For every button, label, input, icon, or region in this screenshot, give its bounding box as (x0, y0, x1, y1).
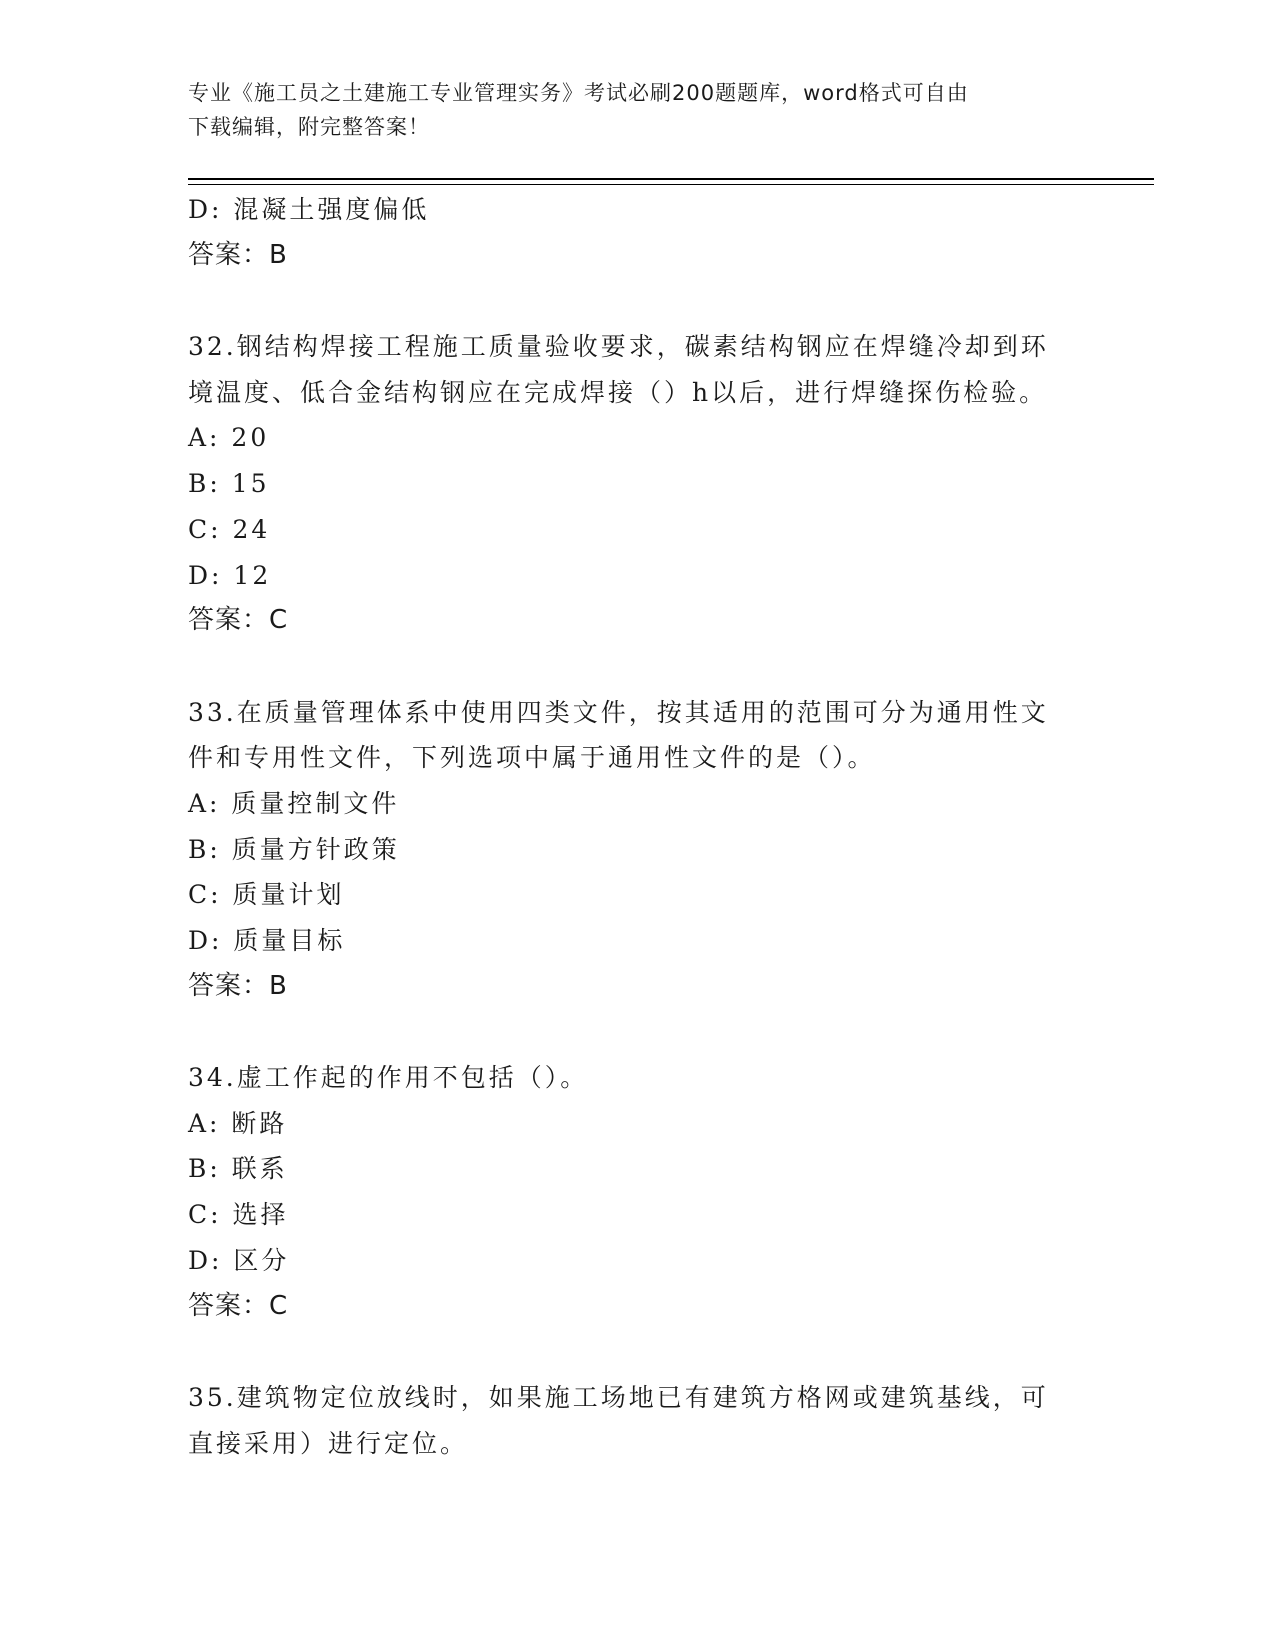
question-stem-line: 境温度、低合金结构钢应在完成焊接（）h以后，进行焊缝探伤检验。 (188, 377, 1048, 407)
option-b: B: 质量方针政策 (188, 834, 400, 864)
question-stem-line: 34.虚工作起的作用不包括（）。 (188, 1063, 589, 1093)
header-line-1: 专业《施工员之土建施工专业管理实务》考试必刷200题题库，word格式可自由 (188, 81, 969, 105)
answer-line: 答案：C (188, 1290, 289, 1321)
option-c: C: 质量计划 (188, 880, 345, 910)
option-a: A: 断路 (188, 1108, 288, 1138)
question-stem-line: 35.建筑物定位放线时，如果施工场地已有建筑方格网或建筑基线，可 (188, 1382, 1049, 1412)
option-a: A: 质量控制文件 (188, 788, 400, 818)
option-d: D: 区分 (188, 1245, 290, 1275)
answer-line: 答案：B (188, 970, 288, 1001)
answer-line: 答案：C (188, 605, 289, 636)
question-34 (188, 1055, 1088, 1329)
option-d: D: 12 (188, 560, 272, 590)
question-stem-line: 33.在质量管理体系中使用四类文件，按其适用的范围可分为通用性文 (188, 697, 1049, 727)
header-divider-thin (188, 184, 1154, 185)
option-c: C: 24 (188, 514, 271, 544)
option-d: D: 混凝土强度偏低 (188, 195, 430, 224)
option-b: B: 15 (188, 469, 270, 499)
document-header (188, 76, 1088, 144)
option-b: B: 联系 (188, 1154, 288, 1184)
question-32 (188, 324, 1088, 644)
header-divider-thick (188, 178, 1154, 180)
option-c: C: 选择 (188, 1200, 289, 1230)
question-stem-line: 件和专用性文件，下列选项中属于通用性文件的是（）。 (188, 743, 876, 773)
answer-line: 答案：B (188, 239, 288, 270)
question-stem-line: 32.钢结构焊接工程施工质量验收要求，碳素结构钢应在焊缝冷却到环 (188, 332, 1049, 362)
question-content (188, 187, 1088, 1466)
header-line-2: 下载编辑，附完整答案！ (188, 115, 430, 139)
previous-question-tail (188, 187, 1088, 278)
question-33 (188, 690, 1088, 1010)
question-stem-line: 直接采用）进行定位。 (188, 1428, 469, 1458)
option-d: D: 质量目标 (188, 926, 346, 955)
question-35 (188, 1375, 1088, 1466)
option-a: A: 20 (188, 423, 270, 453)
